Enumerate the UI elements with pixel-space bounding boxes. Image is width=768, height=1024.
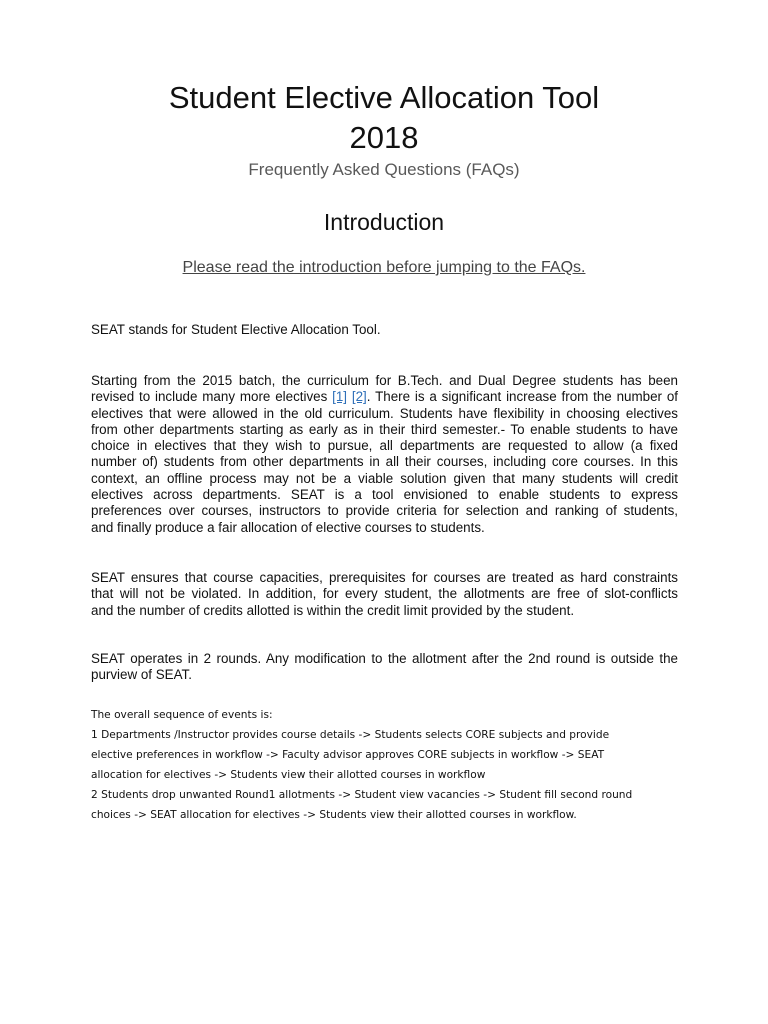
document-title-year: 2018	[349, 120, 419, 155]
paragraph-rounds	[91, 651, 678, 684]
reference-link-2[interactable]: [2]	[351, 389, 367, 405]
intro-note-text: Please read the introduction before jumping to the FAQs.	[182, 259, 586, 276]
paragraph-line: preferences over courses, instructors to provide criteria for selection and ranking of students,	[91, 503, 678, 519]
section-heading-introduction: Introduction	[323, 209, 445, 235]
document-subtitle: Frequently Asked Questions (FAQs)	[248, 160, 520, 179]
paragraph-line: SEAT ensures that course capacities, prerequisites for courses are treated as hard constraints	[91, 570, 678, 585]
paragraph-line: purview of SEAT.	[91, 667, 192, 683]
paragraph-text: . There is a significant increase from the number of	[366, 389, 678, 405]
event-sequence-line: elective preferences in workflow -> Faculty advisor approves CORE subjects in workflow -> SEAT	[91, 749, 605, 761]
event-sequence-line: 2 Students drop unwanted Round1 allotments -> Student view vacancies -> Student fill second round	[91, 789, 633, 801]
event-sequence-line: allocation for electives -> Students view their allotted courses in workflow	[91, 769, 486, 781]
paragraph-line: context, an offline process may not be a viable solution given that many students will credit	[91, 470, 678, 486]
paragraph-line: electives across departments. SEAT is a tool envisioned to enable students to express	[91, 487, 678, 503]
paragraph-line: SEAT operates in 2 rounds. Any modification to the allotment after the 2nd round is outside the	[91, 651, 678, 666]
reference-link-1[interactable]: [1]	[332, 389, 348, 405]
event-sequence-line: choices -> SEAT allocation for electives -> Students view their allotted courses in workflow.	[91, 809, 577, 821]
paragraph-line: SEAT stands for Student Elective Allocation Tool.	[91, 322, 381, 337]
paragraph-curriculum	[91, 373, 678, 536]
intro-note	[0, 259, 768, 277]
event-sequence-heading: The overall sequence of events is:	[91, 709, 273, 721]
paragraph-line-with-refs	[91, 389, 678, 405]
paragraph-text: revised to include many more electives	[91, 389, 333, 405]
paragraph-line: from other departments starting as early as in their third semester.- To enable students to have	[91, 421, 678, 437]
paragraph-line: that will not be violated. In addition, for every student, the allotments are free of slot-conflicts	[91, 586, 678, 602]
event-sequence-line: 1 Departments /Instructor provides course details -> Students selects CORE subjects and provide	[91, 729, 610, 741]
paragraph-line: and the number of credits allotted is within the credit limit provided by the student.	[91, 602, 575, 618]
paragraph-seat-definition	[91, 322, 678, 338]
paragraph-line: number of) students from other departments in all their courses, including core courses. In this	[91, 454, 678, 470]
paragraph-line: choice in electives that they wish to pursue, all departments are requested to allow (a fixed	[91, 438, 678, 454]
paragraph-line: electives that were allowed in the old curriculum. Students have flexibility in choosing electives	[91, 405, 678, 421]
paragraph-line: Starting from the 2015 batch, the curriculum for B.Tech. and Dual Degree students has been	[91, 373, 678, 388]
document-title: Student Elective Allocation Tool	[168, 80, 600, 115]
paragraph-line: and finally produce a fair allocation of elective courses to students.	[91, 519, 485, 535]
paragraph-constraints	[91, 570, 678, 619]
event-sequence	[91, 705, 671, 825]
